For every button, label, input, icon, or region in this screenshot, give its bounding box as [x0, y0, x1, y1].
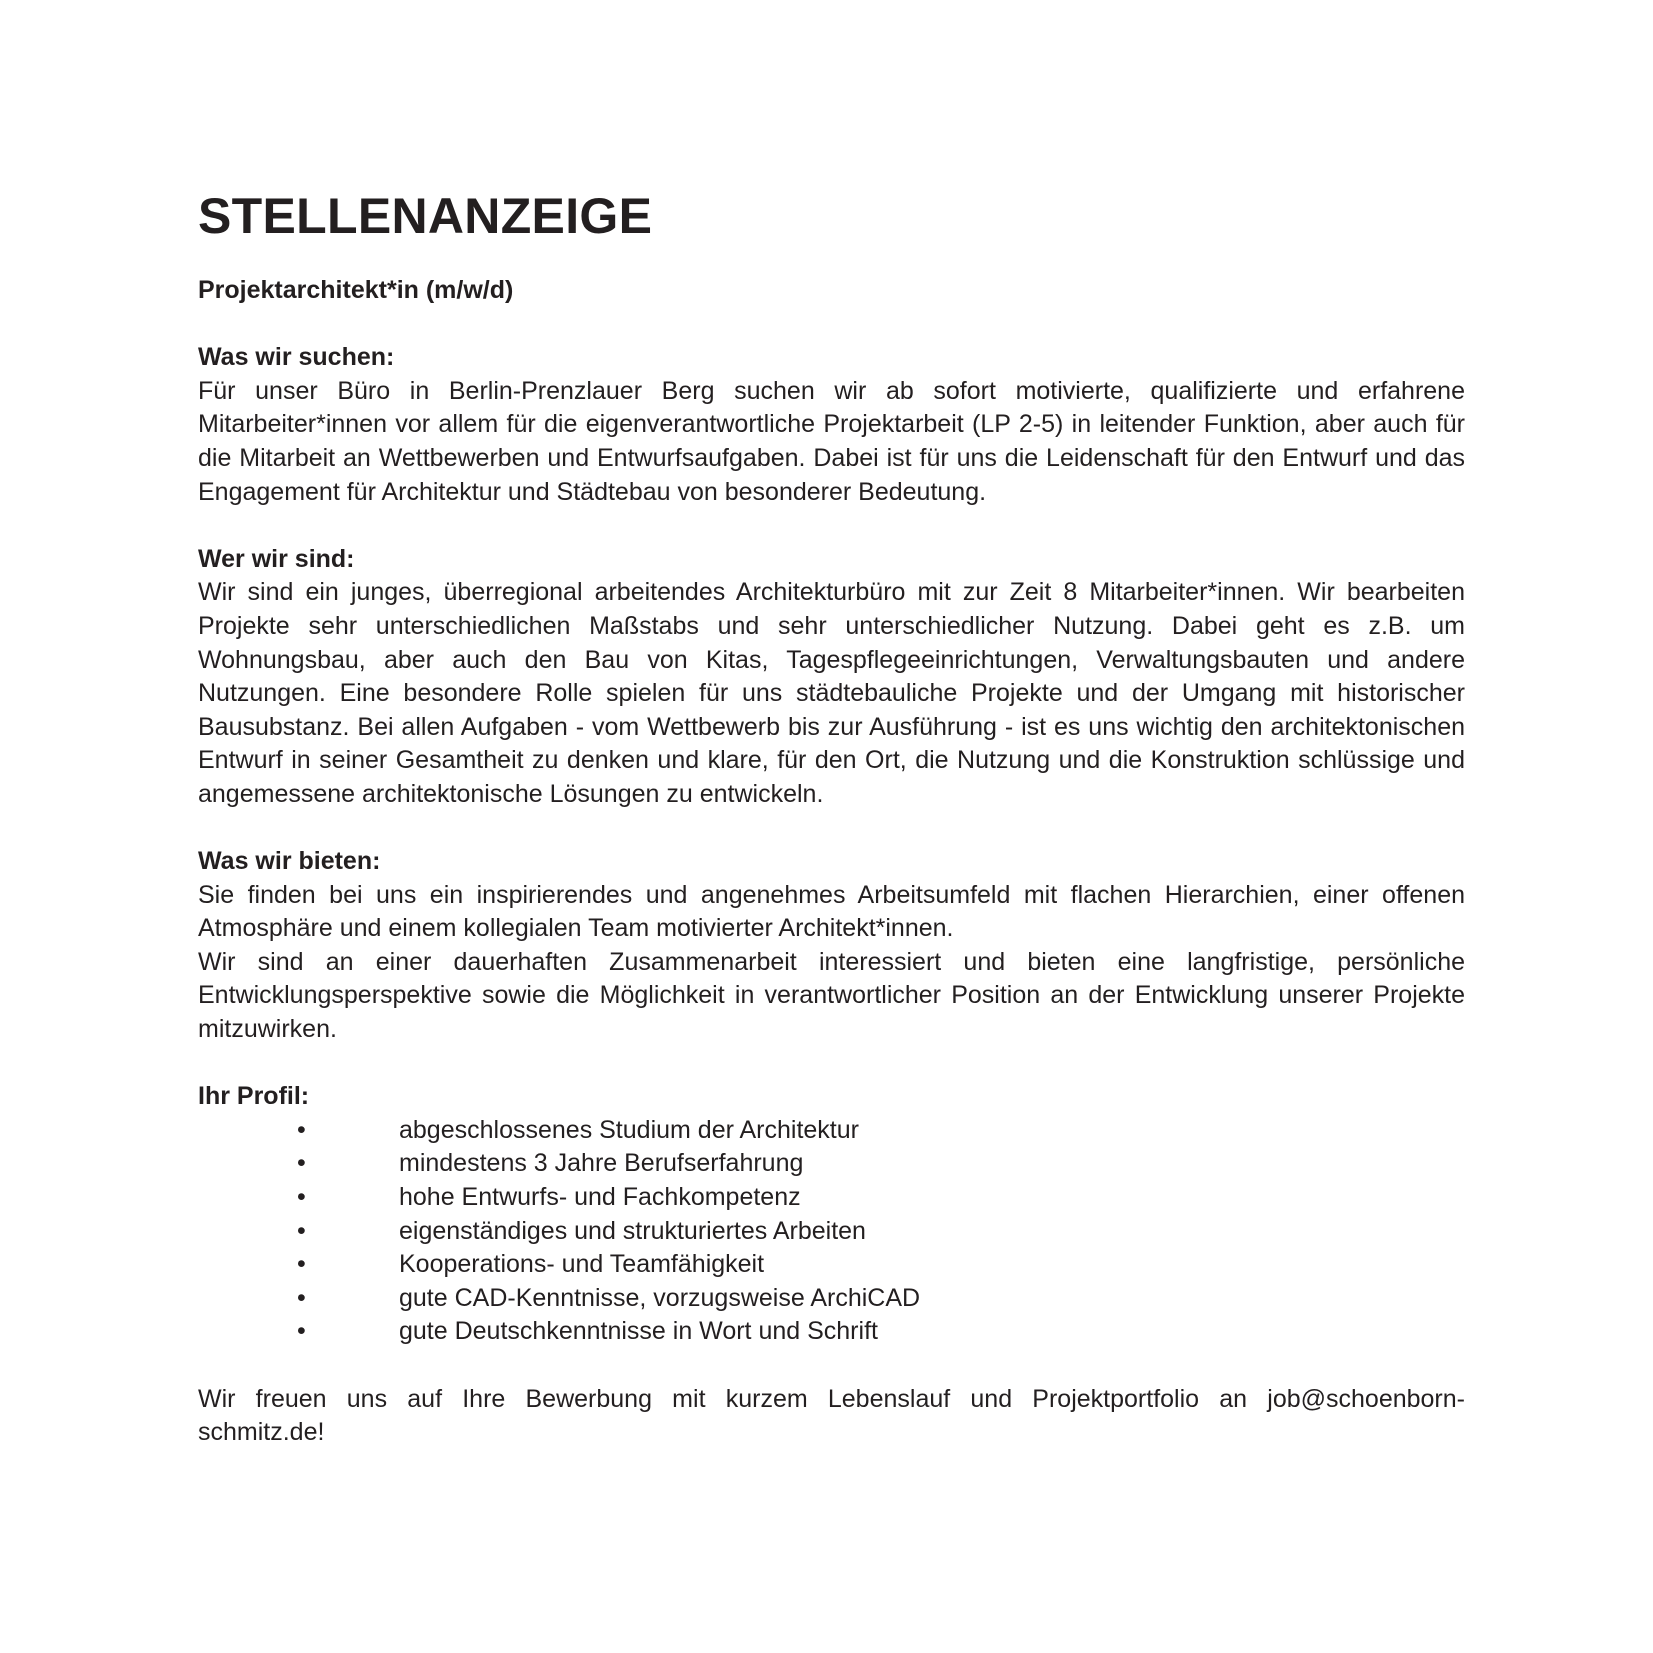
list-item-text: Kooperations- und Teamfähigkeit: [399, 1250, 765, 1279]
section-was-wir-bieten: [198, 845, 1465, 1047]
bullet-icon: •: [297, 1149, 306, 1178]
bullet-icon: •: [297, 1216, 306, 1245]
profile-list: [198, 1114, 1465, 1349]
section-heading: Was wir suchen:: [198, 343, 395, 372]
section-heading: Ihr Profil:: [198, 1082, 310, 1111]
list-item: [198, 1215, 1465, 1249]
closing-paragraph: [198, 1383, 1465, 1450]
list-item-text: abgeschlossenes Studium der Architektur: [399, 1115, 859, 1144]
bullet-icon: •: [297, 1317, 306, 1346]
list-item-text: eigenständiges und strukturiertes Arbeiten: [399, 1216, 866, 1245]
job-posting-document: [198, 186, 1465, 1450]
section-paragraph: Wir sind an einer dauerhaften Zusammenarbeit interessiert und bieten eine langfristige, persönliche Entwicklungsperspektive sowie die Möglichkeit in verantwortlicher Position an der Entwicklung unserer Projekte mitzuwirken.: [198, 947, 1465, 1044]
section-paragraph: Für unser Büro in Berlin-Prenzlauer Berg suchen wir ab sofort motivierte, qualifizierte und erfahrene Mitarbeiter*innen vor allem für die eigenverantwortliche Projektarbeit (LP 2-5) in leitender Funktion, aber auch für die Mitarbeit an Wettbewerben und Entwurfsaufgaben. Dabei ist für uns die Leidenschaft für den Entwurf und das Engagement für Architektur und Städtebau von besonderer Bedeutung.: [198, 376, 1465, 506]
bullet-icon: •: [297, 1283, 306, 1312]
list-item-text: gute Deutschkenntnisse in Wort und Schrift: [399, 1317, 878, 1346]
list-item: [198, 1282, 1465, 1316]
list-item-text: gute CAD-Kenntnisse, vorzugsweise ArchiCAD: [399, 1283, 921, 1312]
section-ihr-profil: [198, 1080, 1465, 1349]
closing-line: Wir freuen uns auf Ihre Bewerbung mit kurzem Lebenslauf und Projektportfolio an job@schoenborn-: [198, 1384, 1465, 1413]
list-item: [198, 1181, 1465, 1215]
bullet-icon: •: [297, 1115, 306, 1144]
section-paragraph: Wir sind ein junges, überregional arbeitendes Architekturbüro mit zur Zeit 8 Mitarbeiter*innen. Wir bearbeiten Projekte sehr unterschiedlichen Maßstabs und sehr unterschiedlicher Nutzung. Dabei geht es z.B. um Wohnungsbau, aber auch den Bau von Kitas, Tagespflegeeinrichtungen, Verwaltungsbauten und andere Nutzungen. Eine besondere Rolle spielen für uns städtebauliche Projekte und der Umgang mit historischer Bausubstanz. Bei allen Aufgaben - vom Wettbewerb bis zur Ausführung - ist es uns wichtig den architektonischen Entwurf in seiner Gesamtheit zu denken und klare, für den Ort, die Nutzung und die Konstruktion schlüssige und angemessene architektonische Lösungen zu entwickeln.: [198, 578, 1465, 808]
section-paragraph: Sie finden bei uns ein inspirierendes und angenehmes Arbeitsumfeld mit flachen Hierarchien, einer offenen Atmosphäre und einem kollegialen Team motivierter Architekt*innen.: [198, 880, 1465, 943]
list-item: [198, 1315, 1465, 1349]
list-item-text: hohe Entwurfs- und Fachkompetenz: [399, 1183, 801, 1212]
section-heading: Was wir bieten:: [198, 847, 381, 876]
list-item: [198, 1147, 1465, 1181]
section-heading: Wer wir sind:: [198, 544, 355, 573]
bullet-icon: •: [297, 1183, 306, 1212]
page-title: STELLENANZEIGE: [198, 188, 653, 244]
section-wer-wir-sind: [198, 543, 1465, 812]
list-item: [198, 1248, 1465, 1282]
closing-line: schmitz.de!: [198, 1418, 325, 1447]
list-item: [198, 1114, 1465, 1148]
section-was-wir-suchen: [198, 341, 1465, 509]
job-title: Projektarchitekt*in (m/w/d): [198, 276, 514, 304]
bullet-icon: •: [297, 1250, 306, 1279]
list-item-text: mindestens 3 Jahre Berufserfahrung: [399, 1149, 804, 1178]
